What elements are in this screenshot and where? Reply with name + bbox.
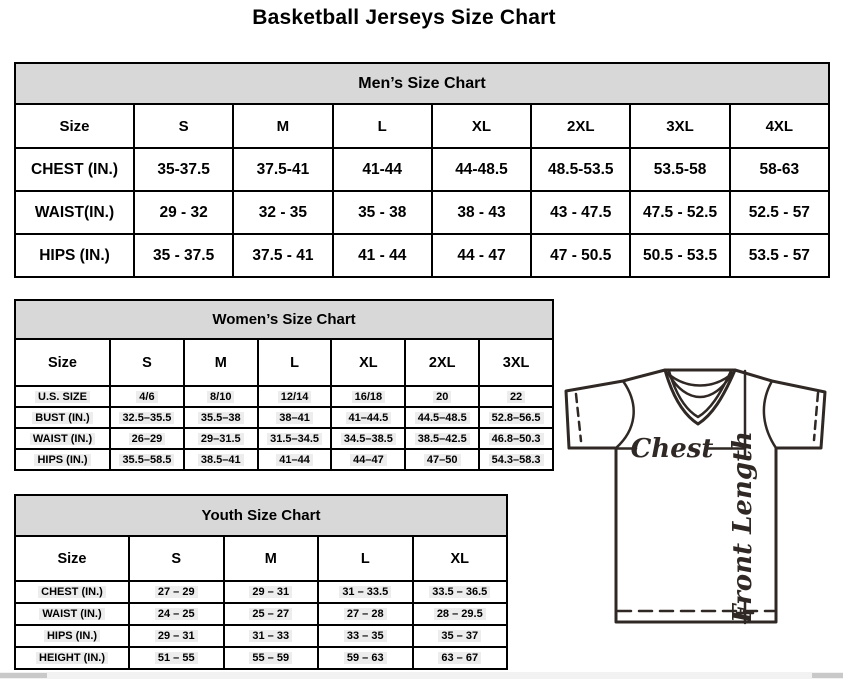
size-cell-value: 25 – 27 [249,608,292,620]
size-cell-value: 29–31.5 [198,433,244,445]
size-cell [331,449,405,470]
size-cell-value: 35.5–38 [198,412,244,424]
size-cell [129,603,224,625]
womens-column-header: M [184,339,258,386]
size-cell [134,191,233,234]
size-cell-value: 27 – 28 [344,608,387,620]
size-cell [318,625,413,647]
size-cell [184,386,258,407]
size-cell [531,148,630,191]
size-cell [333,191,432,234]
scrollbar-thumb-right[interactable] [812,673,843,678]
size-cell [110,386,184,407]
youth-table-row [15,603,507,625]
size-cell-value: 38–41 [276,412,313,424]
size-cell [110,407,184,428]
size-cell [405,428,479,449]
row-label-text: WAIST(IN.) [34,203,115,221]
size-cell [134,234,233,277]
size-cell-value: 33 – 35 [344,630,387,642]
size-cell-value: 31.5–34.5 [267,433,322,445]
size-cell-value: 26–29 [129,433,166,445]
row-label-text: CHEST (IN.) [31,160,118,178]
row-label [15,386,110,407]
size-cell [730,234,829,277]
size-cell [233,234,332,277]
size-cell-value: 50.5 - 53.5 [642,246,718,264]
size-cell [258,386,332,407]
mens-column-header: Size [15,104,134,148]
size-cell [730,148,829,191]
size-cell [531,191,630,234]
size-cell-value: 29 – 31 [155,630,198,642]
mens-chart-title: Men’s Size Chart [15,63,829,104]
youth-table-row [15,581,507,603]
size-cell-value: 31 – 33.5 [339,586,391,598]
youth-table-row [15,625,507,647]
size-cell-value: 29 - 32 [159,203,208,221]
size-cell-value: 52.5 - 57 [748,203,810,221]
right-sleeve-seam-icon [764,381,776,448]
row-label-text: U.S. SIZE [35,391,90,403]
womens-column-header: 3XL [479,339,553,386]
size-cell-value: 16/18 [352,391,386,403]
size-cell-value: 35 - 38 [358,203,407,221]
size-cell [405,386,479,407]
size-cell [224,581,319,603]
size-cell-value: 27 – 29 [155,586,198,598]
row-label-text: HIPS (IN.) [34,454,90,466]
mens-size-chart-table [14,62,830,278]
size-cell-value: 4/6 [136,391,157,403]
size-cell [258,407,332,428]
size-cell [479,386,553,407]
size-cell [413,603,508,625]
row-label-text: WAIST (IN.) [39,608,104,620]
size-cell-value: 38.5–41 [198,454,244,466]
size-cell-value: 41-44 [362,160,403,178]
size-cell [413,581,508,603]
row-label-text: HEIGHT (IN.) [36,652,108,664]
size-cell-value: 28 – 29.5 [434,608,486,620]
left-cuff-dash-icon [576,394,581,441]
row-label [15,625,129,647]
size-cell [318,581,413,603]
size-cell-value: 43 - 47.5 [550,203,612,221]
size-cell-value: 22 [507,391,525,403]
size-cell [318,603,413,625]
jersey-measurement-diagram [556,360,841,632]
size-cell-value: 35 – 37 [438,630,481,642]
size-cell [405,449,479,470]
size-cell [331,386,405,407]
size-cell [405,407,479,428]
size-cell-value: 32 - 35 [258,203,308,221]
size-cell-value: 38 - 43 [457,203,506,221]
size-cell-value: 35 - 37.5 [153,246,215,264]
size-cell-value: 55 – 59 [249,652,292,664]
size-cell-value: 48.5-53.5 [548,160,614,178]
size-cell [413,647,508,669]
youth-column-header: XL [413,536,508,581]
youth-column-header: S [129,536,224,581]
womens-table-row [15,407,553,428]
row-label [15,449,110,470]
row-label [15,428,110,449]
row-label [15,603,129,625]
size-cell [134,148,233,191]
size-cell [331,428,405,449]
size-cell-value: 31 – 33 [249,630,292,642]
size-cell [110,428,184,449]
size-cell-value: 32.5–35.5 [119,412,174,424]
mens-column-header: M [233,104,332,148]
size-cell [233,148,332,191]
size-cell [630,148,729,191]
mens-column-header: 3XL [630,104,729,148]
size-cell-value: 24 – 25 [155,608,198,620]
mens-column-header: S [134,104,233,148]
mens-column-header: XL [432,104,531,148]
womens-column-header: XL [331,339,405,386]
womens-column-header: 2XL [405,339,479,386]
youth-column-header: L [318,536,413,581]
womens-column-header: Size [15,339,110,386]
youth-size-chart-table [14,494,508,670]
size-cell [331,407,405,428]
size-cell [432,234,531,277]
row-label-text: BUST (IN.) [32,412,92,424]
size-cell-value: 41 - 44 [358,246,407,264]
youth-chart-title: Youth Size Chart [15,495,507,536]
chest-dimension-label: Chest [630,434,714,464]
size-cell-value: 29 – 31 [249,586,292,598]
size-cell-value: 37.5 - 41 [252,246,314,264]
row-label [15,148,134,191]
size-cell [413,625,508,647]
right-cuff-dash-icon [814,393,818,440]
size-cell [224,625,319,647]
size-cell-value: 35-37.5 [157,160,210,178]
size-cell-value: 44-48.5 [455,160,508,178]
mens-table-row [15,234,829,277]
size-cell [630,191,729,234]
front-length-dimension-label: Front Length [728,431,758,623]
size-cell-value: 58-63 [759,160,800,178]
size-cell [258,449,332,470]
youth-table-row [15,647,507,669]
size-cell-value: 44 - 47 [457,246,506,264]
size-cell-value: 54.3–58.3 [489,454,544,466]
size-cell [432,191,531,234]
womens-column-header: L [258,339,332,386]
womens-table-row [15,428,553,449]
size-cell [432,148,531,191]
size-cell [479,449,553,470]
row-label-text: HIPS (IN.) [39,246,110,264]
youth-column-header: Size [15,536,129,581]
jersey-outline-icon [566,370,825,622]
womens-size-chart-table [14,299,554,471]
size-cell [110,449,184,470]
size-cell-value: 44.5–48.5 [415,412,470,424]
size-cell [224,647,319,669]
womens-column-header: S [110,339,184,386]
size-cell [630,234,729,277]
horizontal-scrollbar[interactable] [0,672,843,679]
size-cell [318,647,413,669]
size-cell-value: 35.5–58.5 [119,454,174,466]
size-cell [479,407,553,428]
size-cell-value: 51 – 55 [155,652,198,664]
size-cell [258,428,332,449]
size-cell [129,625,224,647]
size-cell-value: 38.5–42.5 [415,433,470,445]
size-cell-value: 47–50 [424,454,461,466]
size-cell [333,148,432,191]
row-label [15,407,110,428]
size-cell [184,407,258,428]
size-cell-value: 44–47 [350,454,387,466]
size-cell-value: 12/14 [278,391,312,403]
size-cell [129,581,224,603]
womens-chart-title: Women’s Size Chart [15,300,553,339]
size-cell-value: 63 – 67 [438,652,481,664]
mens-column-header: 4XL [730,104,829,148]
size-cell-value: 47 - 50.5 [550,246,612,264]
row-label [15,191,134,234]
mens-table-row [15,148,829,191]
size-cell [184,428,258,449]
size-cell-value: 33.5 – 36.5 [429,586,490,598]
size-cell-value: 41–44.5 [346,412,392,424]
size-cell [730,191,829,234]
row-label-text: HIPS (IN.) [44,630,100,642]
mens-table-row [15,191,829,234]
row-label [15,581,129,603]
size-cell-value: 41–44 [276,454,313,466]
size-cell-value: 20 [433,391,451,403]
size-cell [129,647,224,669]
size-cell-value: 52.8–56.5 [489,412,544,424]
mens-column-header: L [333,104,432,148]
size-cell [531,234,630,277]
youth-column-header: M [224,536,319,581]
size-cell-value: 53.5-58 [653,160,707,178]
size-cell [333,234,432,277]
size-cell-value: 37.5-41 [256,160,310,178]
mens-column-header: 2XL [531,104,630,148]
row-label [15,234,134,277]
page-title: Basketball Jerseys Size Chart [252,6,556,29]
row-label-text: CHEST (IN.) [38,586,106,598]
womens-table-row [15,386,553,407]
row-label-text: WAIST (IN.) [30,433,95,445]
size-cell [233,191,332,234]
scrollbar-thumb-left[interactable] [0,673,47,678]
size-cell-value: 47.5 - 52.5 [642,203,718,221]
size-cell-value: 34.5–38.5 [341,433,396,445]
size-cell [184,449,258,470]
size-cell-value: 53.5 - 57 [748,246,810,264]
womens-table-row [15,449,553,470]
size-cell [479,428,553,449]
size-cell-value: 8/10 [207,391,234,403]
row-label [15,647,129,669]
size-cell-value: 59 – 63 [344,652,387,664]
size-cell-value: 46.8–50.3 [489,433,544,445]
size-cell [224,603,319,625]
